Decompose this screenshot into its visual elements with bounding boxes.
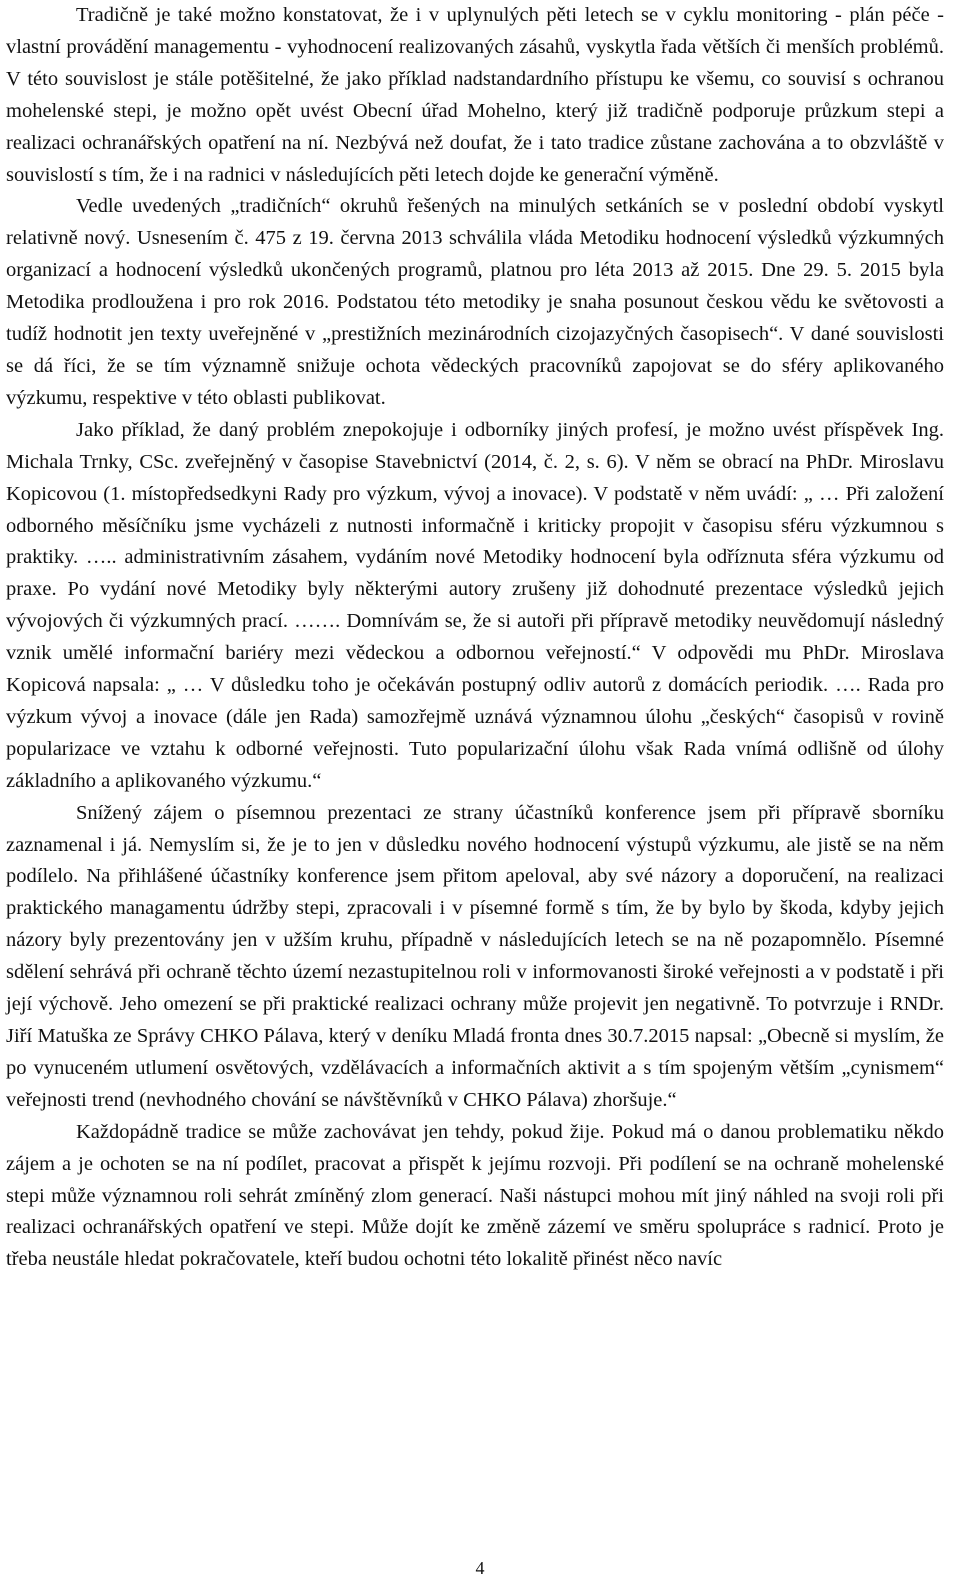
paragraph-evaluation-methodology: Vedle uvedených „tradičních“ okruhů řešených na minulých setkáních se v poslední období vyskytl relativně nový. Usnesením č. 475 z 19. června 2013 schválila vláda Metodiku hodnocení výsledků výzkumných organizací a hodnocení výsledků ukončených programů, platnou pro léta 2013 až 2015. Dne 29. 5. 2015 byla Metodika prodloužena i pro rok 2016. Podstatou této metodiky je snaha posunout českou vědu ke světovosti a tudíž hodnotit jen texty uveřejněné v „prestižních mezinárodních cizojazyčných časopisech“. V dané souvislosti se dá říci, že se tím významně snižuje ochota vědeckých pracovníků zapojovat se do sféry aplikovaného výzkumu, respektive v této oblasti publikovat. [6, 195, 944, 409]
paragraph-reduced-interest: Snížený zájem o písemnou prezentaci ze strany účastníků konference jsem při přípravě sborníku zaznamenal i já. Nemyslím si, že je to jen v důsledku nového hodnocení výstupů výzkumu, ale jistě se na něm podílelo. Na přihlášené účastníky konference jsem přitom apeloval, aby své názory a doporučení, na realizaci praktického managamentu údržby stepi, zpracovali i v písemné formě s tím, že by bylo by škoda, kdyby jejich názory byly prezentovány jen v užším kruhu, případně v následujících letech se na ně pozapomnělo. Písemné sdělení sehrává při ochraně těchto území nezastupitelnou roli v informovanosti široké veřejnosti a v podstatě i při její výchově. Jeho omezení se při praktické realizaci ochrany může projevit jen negativně. To potvrzuje i RNDr. Jiří Matuška ze Správy CHKO Pálava, který v deníku Mladá fronta dnes 30.7.2015 napsal: „Obecně si myslím, že po vynuceném utlumení osvětových, vzdělávacích a informačních aktivit a s tím spojeným větším „cynismem“ veřejnosti trend (nevhodného chování se návštěvníků v CHKO Pálava) zhoršuje.“ [6, 801, 944, 1111]
paragraph-tradition-monitoring: Tradičně je také možno konstatovat, že i v uplynulých pěti letech se v cyklu monitoring - plán péče - vlastní provádění managementu - vyhodnocení realizovaných zásahů, vyskytla řada větších či menších problémů. V této souvislost je stále potěšitelné, že jako příklad nadstandardního přístupu ke všemu, co souvisí s ochranou mohelenské stepi, je možno opět uvést Obecní úřad Mohelno, který již tradičně podporuje průzkum stepi a realizaci ochranářských opatření na ní. Nezbývá než doufat, že i tato tradice zůstane zachována a to obzvláště v souvislostí s tím, že i na radnici v následujících pěti letech dojde ke generační výměně. [6, 4, 944, 186]
document-page [6, 0, 944, 1276]
paragraph-tradition-continuation: Každopádně tradice se může zachovávat jen tehdy, pokud žije. Pokud má o danou problematiku někdo zájem a je ochoten se na ní podílet, pracovat a přispět k jejímu rozvoji. Při podílení se na ochraně mohelenské stepi může významnou roli sehrát zmíněný zlom generací. Naši nástupci mohou mít jiný náhled na svoji roli při realizaci ochranářských opatření ve stepi. Může dojít ke změně zázemí ve směru spolupráce s radnicí. Proto je třeba neustále hledat pokračovatele, kteří budou ochotni této lokalitě přinést něco navíc [6, 1120, 944, 1271]
paragraph-trnka-example: Jako příklad, že daný problém znepokojuje i odborníky jiných profesí, je možno uvést příspěvek Ing. Michala Trnky, CSc. zveřejněný v časopise Stavebnictví (2014, č. 2, s. 6). V něm se obrací na PhDr. Miroslavu Kopicovou (1. místopředsedkyni Rady pro výzkum, vývoj a inovace). V podstatě v něm uvádí: „ … Při založení odborného měsíčníku jsme vycházeli z nutnosti informačně i kriticky propojit v časopisu sféru výzkumnou s praktiky. ….. administrativním zásahem, vydáním nové Metodiky hodnocení byla odříznuta sféra výzkumu od praxe. Po vydání nové Metodiky byly některými autory zrušeny již dohodnuté prezentace výsledků jejich vývojových či výzkumných prací. ……. Domnívám se, že si autoři při přípravě metodiky neuvědomují následný vznik umělé informační bariéry mezi vědeckou a odbornou veřejností.“ V odpovědi mu PhDr. Miroslava Kopicová napsala: „ … V důsledku toho je očekáván postupný odliv autorů z domácích periodik. …. Rada pro výzkum vývoj a inovace (dále jen Rada) samozřejmě uznává významnou úlohu „českých“ časopisů v rovině popularizace ve vztahu k odborné veřejnosti. Tuto popularizační úlohu však Rada vnímá odlišně od úlohy základního a aplikovaného výzkumu.“ [6, 418, 944, 792]
page-number: 4 [475, 1558, 485, 1578]
